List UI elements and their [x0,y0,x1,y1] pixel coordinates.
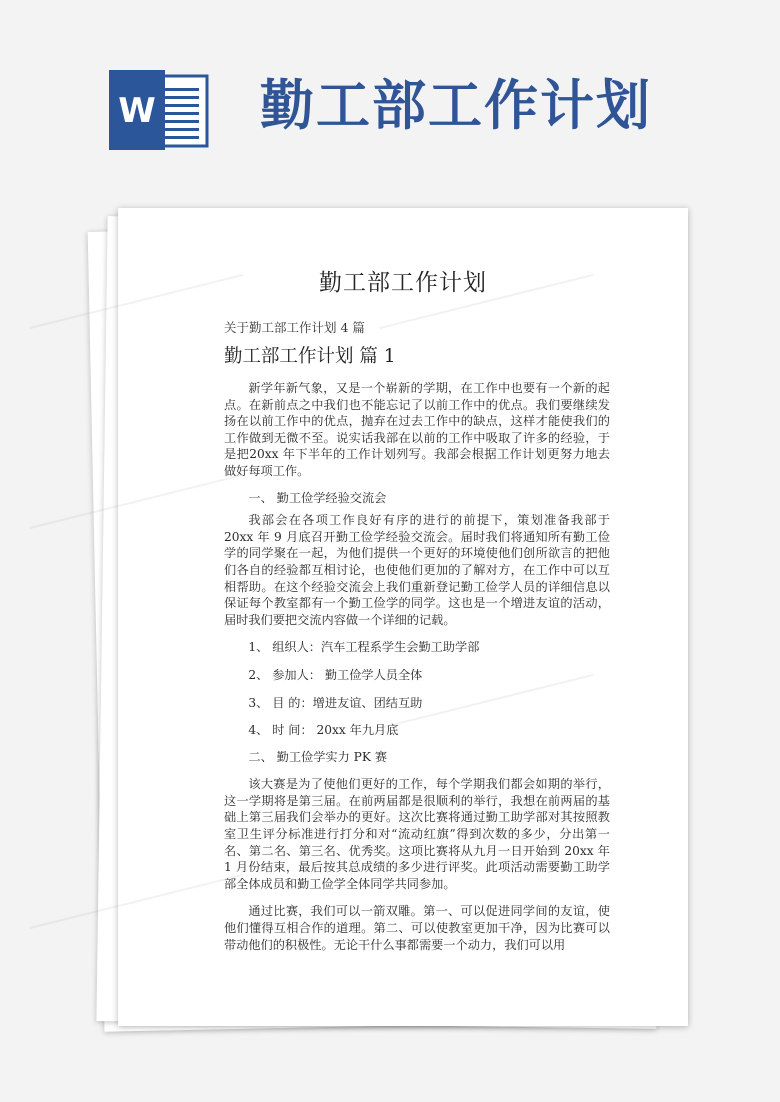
document-subtitle: 关于勤工部工作计划 4 篇 [224,320,365,335]
logo-letter: W [118,91,156,131]
section-heading: 勤工部工作计划 篇 1 [224,346,396,367]
paragraph-benefits: 通过比赛，我们可以一箭双雕。第一、可以促进同学间的友谊，使他们懂得互相合作的道理。第二、可以使教室更加干净，因为比赛可以带动他们的积极性。无论干什么事都需要一个动力，我们可以用 [224,904,610,952]
paragraph-intro: 新学年新气象，又是一个崭新的学期，在工作中也要有一个新的起点。在新前点之中我们也不能忘记了以前工作中的优点。我们要继续发扬在以前工作中的优点，抛弃在过去工作中的缺点，这样才能使我们的工作做到无微不至。说实话我部在以前的工作中吸取了许多的经验，于是把20xx 年下半年的工作计划列写。我部会根据工作计划更努力地去做好每项工作。 [224,381,610,478]
list-item-participants: 2、 参加人： 勤工俭学人员全体 [248,667,423,682]
list-item-organizer: 1、 组织人：汽车工程系学生会勤工助学部 [248,640,480,655]
paragraph-exchange-meeting: 我部会在各项工作良好有序的进行的前提下，策划准备我部于 20xx 年 9 月底召开勤工俭学经验交流会。届时我们将通知所有勤工俭学的同学聚在一起，为他们提供一个更好的环境使他们创所欲言的把他们各自的经验都互相讨论，也使他们更加的了解对方，在工作中可以互相帮助。在这个经验交流会上我们重新登记勤工俭学人员的详细信息以保证每个教室都有一个勤工俭学的同学。这也是一个增进友谊的活动，届时我们要把交流内容做一个详细的记载。 [224,513,610,627]
list-item-purpose: 3、 目 的：增进友谊、团结互助 [248,695,423,710]
word-document-icon [109,70,209,150]
document-page [118,208,688,1026]
page-title: 勤工部工作计划 [260,74,652,137]
document-body [224,380,610,953]
heading-exchange-meeting: 一、 勤工俭学经验交流会 [248,490,387,505]
heading-pk-contest: 二、 勤工俭学实力 PK 赛 [248,749,388,764]
list-item-time: 4、 时 间： 20xx 年九月底 [248,723,399,738]
word-logo [109,70,209,150]
paragraph-pk-contest: 该大赛是为了使他们更好的工作，每个学期我们都会如期的举行，这一学期将是第三届。在前两届都是很顺利的举行，我想在前两届的基础上第三届我们会举办的更好。这次比赛将通过勤工助学部对其按照教室卫生评分标准进行打分和对“流动红旗”得到次数的多少，分出第一名、第二名、第三名、优秀奖。这项比赛将从九月一日开始到 20xx 年 1 月份结束，最后按其总成绩的多少进行评奖。此项活动需要勤工助学部全体成员和勤工俭学全体同学共同参加。 [224,777,610,891]
document-title: 勤工部工作计划 [319,270,487,296]
